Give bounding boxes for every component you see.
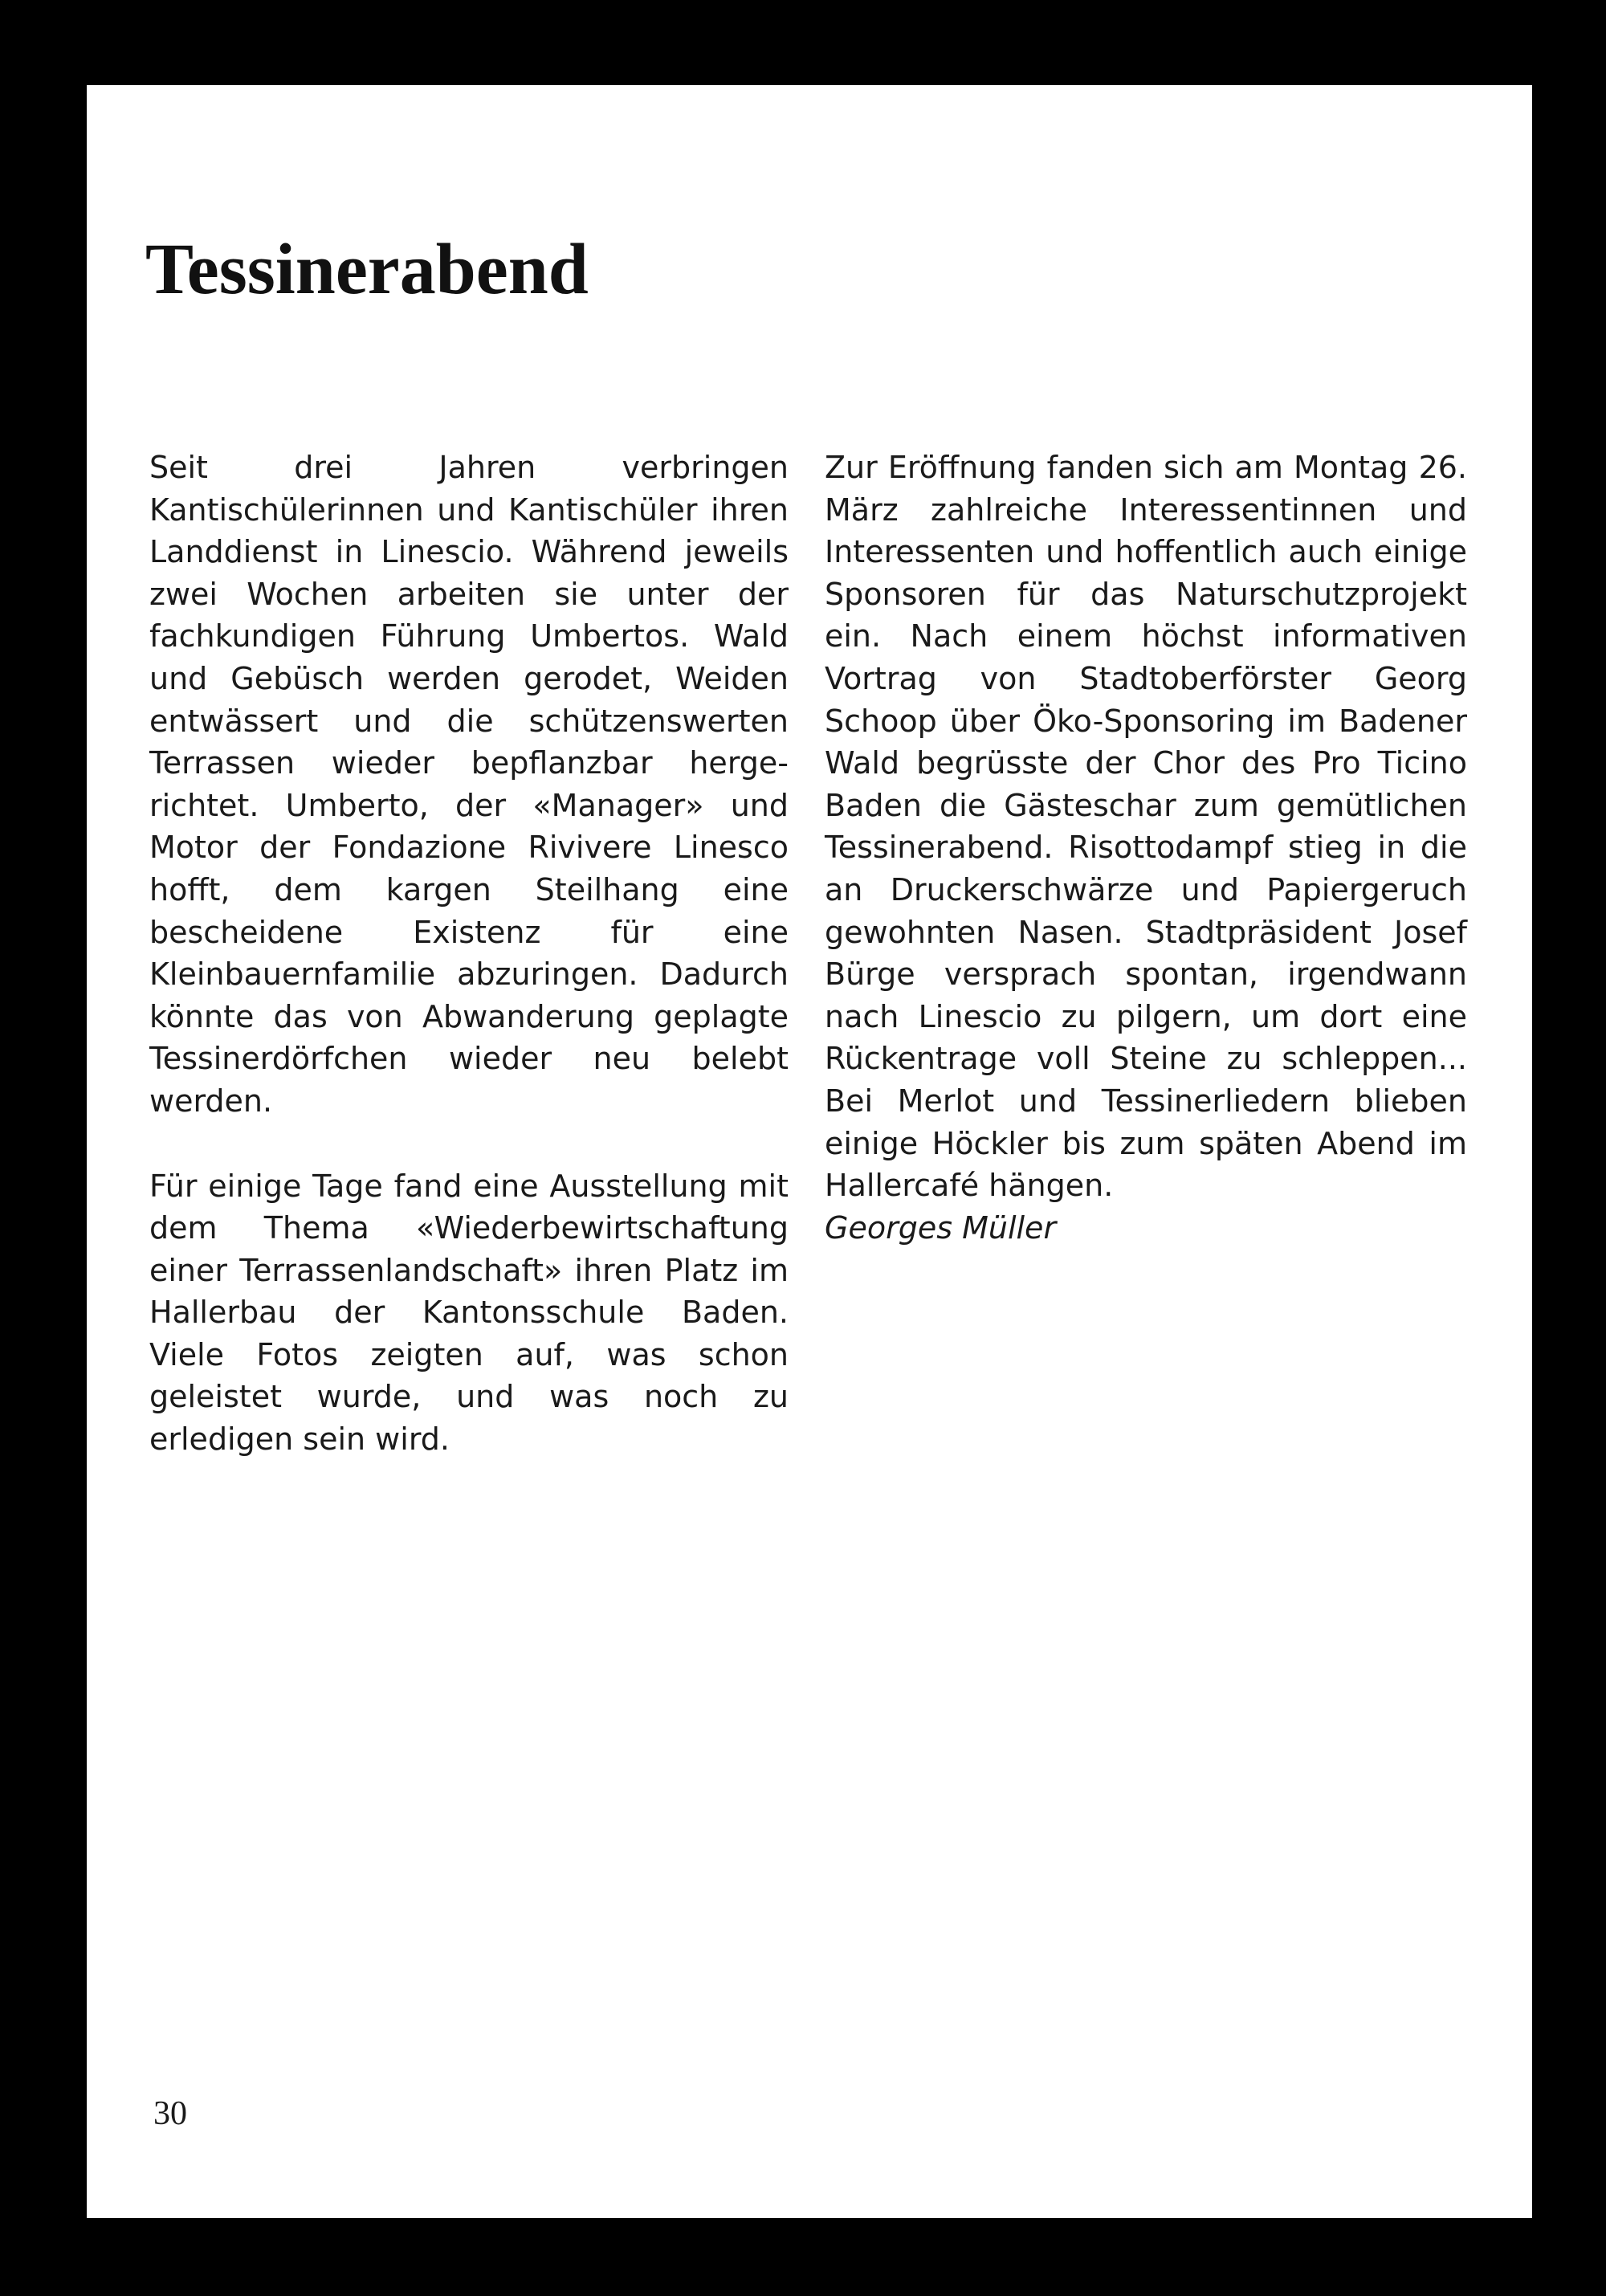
article-title: Tessinerabend xyxy=(145,230,589,309)
left-column xyxy=(149,447,789,1461)
right-paragraph-1: Zur Eröffnung fanden sich am Montag 26. März zahlreiche Interessentinnen und Interessenten und hoffentlich auch einige Sponsoren für das Naturschutzprojekt ein. Nach einem höchst informativen Vortrag von Stadtoberförster Georg Schoop über Öko-Sponsoring im Badener Wald begrüsste der Chor des Pro Ticino Baden die Gästeschar zum gemütlichen Tessinerabend. Risottodampf stieg in die an Druckerschwärze und Papiergeruch gewohnten Nasen. Stadtpräsident Josef Bürge versprach spontan, irgendwann nach Linescio zu pilgern, um dort eine Rückentrage voll Steine zu schleppen... Bei Merlot und Tessinerliedern blieben einige Höckler bis zum späten Abend im Hallercafé hängen. xyxy=(825,450,1467,1204)
document-page xyxy=(87,85,1532,2218)
author-signature: Georges Müller xyxy=(825,1209,1057,1246)
left-paragraph-2: Für einige Tage fand eine Ausstellung mit dem Thema «Wiederbewirtschaftung einer Terrassenlandschaft» ihren Platz im Hallerbau der Kantonsschule Baden. Viele Fotos zeigten auf, was schon geleistet wurde, und was noch zu erledigen sein wird. xyxy=(149,1168,789,1458)
page-number: 30 xyxy=(153,2095,187,2132)
right-column xyxy=(825,447,1467,1249)
left-paragraph-1: Seit drei Jahren verbringen Kantischülerinnen und Kantischüler ihren Landdienst in Linescio. Während jeweils zwei Wochen arbeiten sie unter der fachkundigen Führung Umbertos. Wald und Gebüsch werden gerodet, Weiden entwässert und die schützenswerten Terrassen wieder bepflanzbar hergerichtet. Umberto, der «Manager» und Motor der Fondazione Rivivere Linesco hofft, dem kargen Steilhang eine bescheidene Existenz für eine Kleinbauernfamilie abzuringen. Dadurch könnte das von Abwanderung geplagte Tessinerdörfchen wieder neu belebt werden. xyxy=(149,450,789,1119)
